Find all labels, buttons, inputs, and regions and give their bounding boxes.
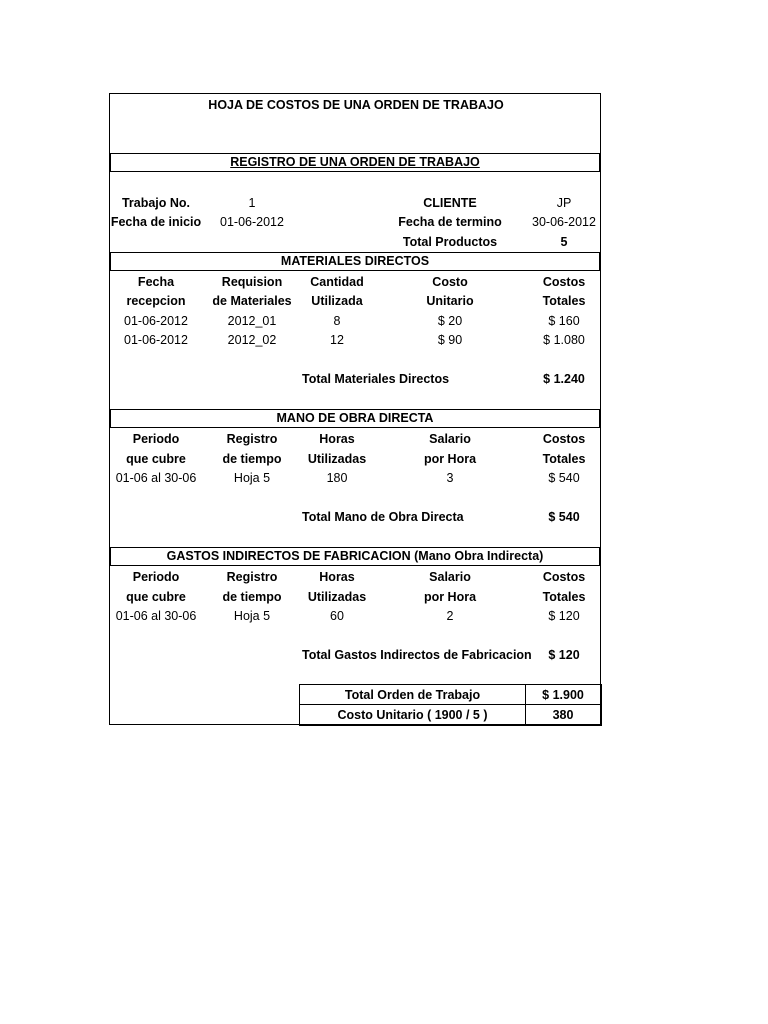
trabajo-value: 1 [248, 196, 256, 210]
table-row-cell: Hoja 5 [233, 471, 271, 485]
gif-header-periodo-2: que cubre [126, 590, 186, 604]
registro-heading-box [110, 153, 600, 172]
trabajo-label: Trabajo No. [121, 196, 191, 210]
gif-header-salario-2: por Hora [423, 590, 477, 604]
table-row-cell: 01-06 al 30-06 [115, 471, 197, 485]
summary-row-divider [300, 704, 601, 705]
gif-header-costos: Costos [542, 570, 586, 584]
gif-header-periodo: Periodo [132, 570, 180, 584]
mo-header-periodo: Periodo [132, 432, 180, 446]
mat-header-requision: Requision [221, 275, 283, 289]
table-row-cell: $ 540 [548, 471, 580, 485]
summary-table [299, 684, 602, 726]
inicio-label: Fecha de inicio [110, 215, 202, 229]
mo-header-registro: Registro [226, 432, 278, 446]
mat-header-cantidad-2: Utilizada [311, 294, 363, 308]
mat-header-fecha: Fecha [137, 275, 175, 289]
gif-header-registro: Registro [226, 570, 278, 584]
mat-header-cantidad: Cantidad [310, 275, 364, 289]
mano-obra-total-value: $ 540 [548, 510, 580, 524]
mo-header-horas-2: Utilizadas [307, 452, 367, 466]
productos-label: Total Productos [402, 235, 498, 249]
gif-header-registro-2: de tiempo [222, 590, 282, 604]
gif-header-costos-2: Totales [542, 590, 586, 604]
gastos-heading-box [110, 547, 600, 566]
cliente-label: CLIENTE [423, 196, 477, 210]
mano-obra-heading: MANO DE OBRA DIRECTA [276, 411, 434, 425]
table-row-cell: $ 90 [437, 333, 463, 347]
termino-label: Fecha de termino [398, 215, 502, 229]
gif-header-salario: Salario [429, 570, 471, 584]
total-orden-label: Total Orden de Trabajo [344, 688, 481, 702]
total-orden-value: $ 1.900 [542, 688, 584, 702]
table-row-cell: 2 [446, 609, 454, 623]
mat-header-costos: Costos [542, 275, 586, 289]
table-row-cell: 8 [333, 314, 341, 328]
materiales-heading-box [110, 252, 600, 271]
sheet-title: HOJA DE COSTOS DE UNA ORDEN DE TRABAJO [208, 98, 504, 112]
gif-header-horas: Horas [319, 570, 355, 584]
cliente-value: JP [556, 196, 572, 210]
productos-value: 5 [560, 235, 568, 249]
materiales-total-value: $ 1.240 [543, 372, 585, 386]
mano-obra-heading-box [110, 409, 600, 428]
termino-value: 30-06-2012 [532, 215, 596, 229]
table-row-cell: 3 [446, 471, 454, 485]
mat-header-costos-2: Totales [542, 294, 586, 308]
mo-header-salario-2: por Hora [423, 452, 477, 466]
table-row-cell: $ 20 [437, 314, 463, 328]
mo-header-horas: Horas [319, 432, 355, 446]
costo-unitario-value: 380 [552, 708, 574, 722]
inicio-value: 01-06-2012 [220, 215, 284, 229]
mat-header-costo: Costo [432, 275, 468, 289]
mo-header-costos-2: Totales [542, 452, 586, 466]
gif-header-horas-2: Utilizadas [307, 590, 367, 604]
registro-heading: REGISTRO DE UNA ORDEN DE TRABAJO [230, 155, 480, 169]
table-row-cell: 12 [330, 333, 344, 347]
table-row-cell: 01-06 al 30-06 [115, 609, 197, 623]
materiales-heading: MATERIALES DIRECTOS [280, 254, 430, 268]
table-row-cell: 01-06-2012 [124, 333, 188, 347]
gastos-total-value: $ 120 [548, 648, 580, 662]
mat-header-costo-2: Unitario [426, 294, 474, 308]
mo-header-periodo-2: que cubre [126, 452, 186, 466]
table-row-cell: Hoja 5 [233, 609, 271, 623]
table-row-cell: $ 120 [548, 609, 580, 623]
gastos-total-label: Total Gastos Indirectos de Fabricacion [302, 648, 532, 662]
mo-header-registro-2: de tiempo [222, 452, 282, 466]
costo-unitario-label: Costo Unitario ( 1900 / 5 ) [337, 708, 488, 722]
table-row-cell: 2012_02 [227, 333, 277, 347]
gastos-heading: GASTOS INDIRECTOS DE FABRICACION (Mano Obra Indirecta) [166, 549, 544, 563]
table-row-cell: $ 1.080 [543, 333, 585, 347]
table-row-cell: 01-06-2012 [124, 314, 188, 328]
table-row-cell: $ 160 [548, 314, 580, 328]
cost-sheet [109, 93, 601, 725]
mat-header-fecha-2: recepcion [126, 294, 186, 308]
mat-header-requision-2: de Materiales [212, 294, 292, 308]
table-row-cell: 2012_01 [227, 314, 277, 328]
mano-obra-total-label: Total Mano de Obra Directa [302, 510, 464, 524]
mo-header-salario: Salario [429, 432, 471, 446]
table-row-cell: 180 [326, 471, 348, 485]
mo-header-costos: Costos [542, 432, 586, 446]
materiales-total-label: Total Materiales Directos [302, 372, 450, 386]
table-row-cell: 60 [330, 609, 344, 623]
